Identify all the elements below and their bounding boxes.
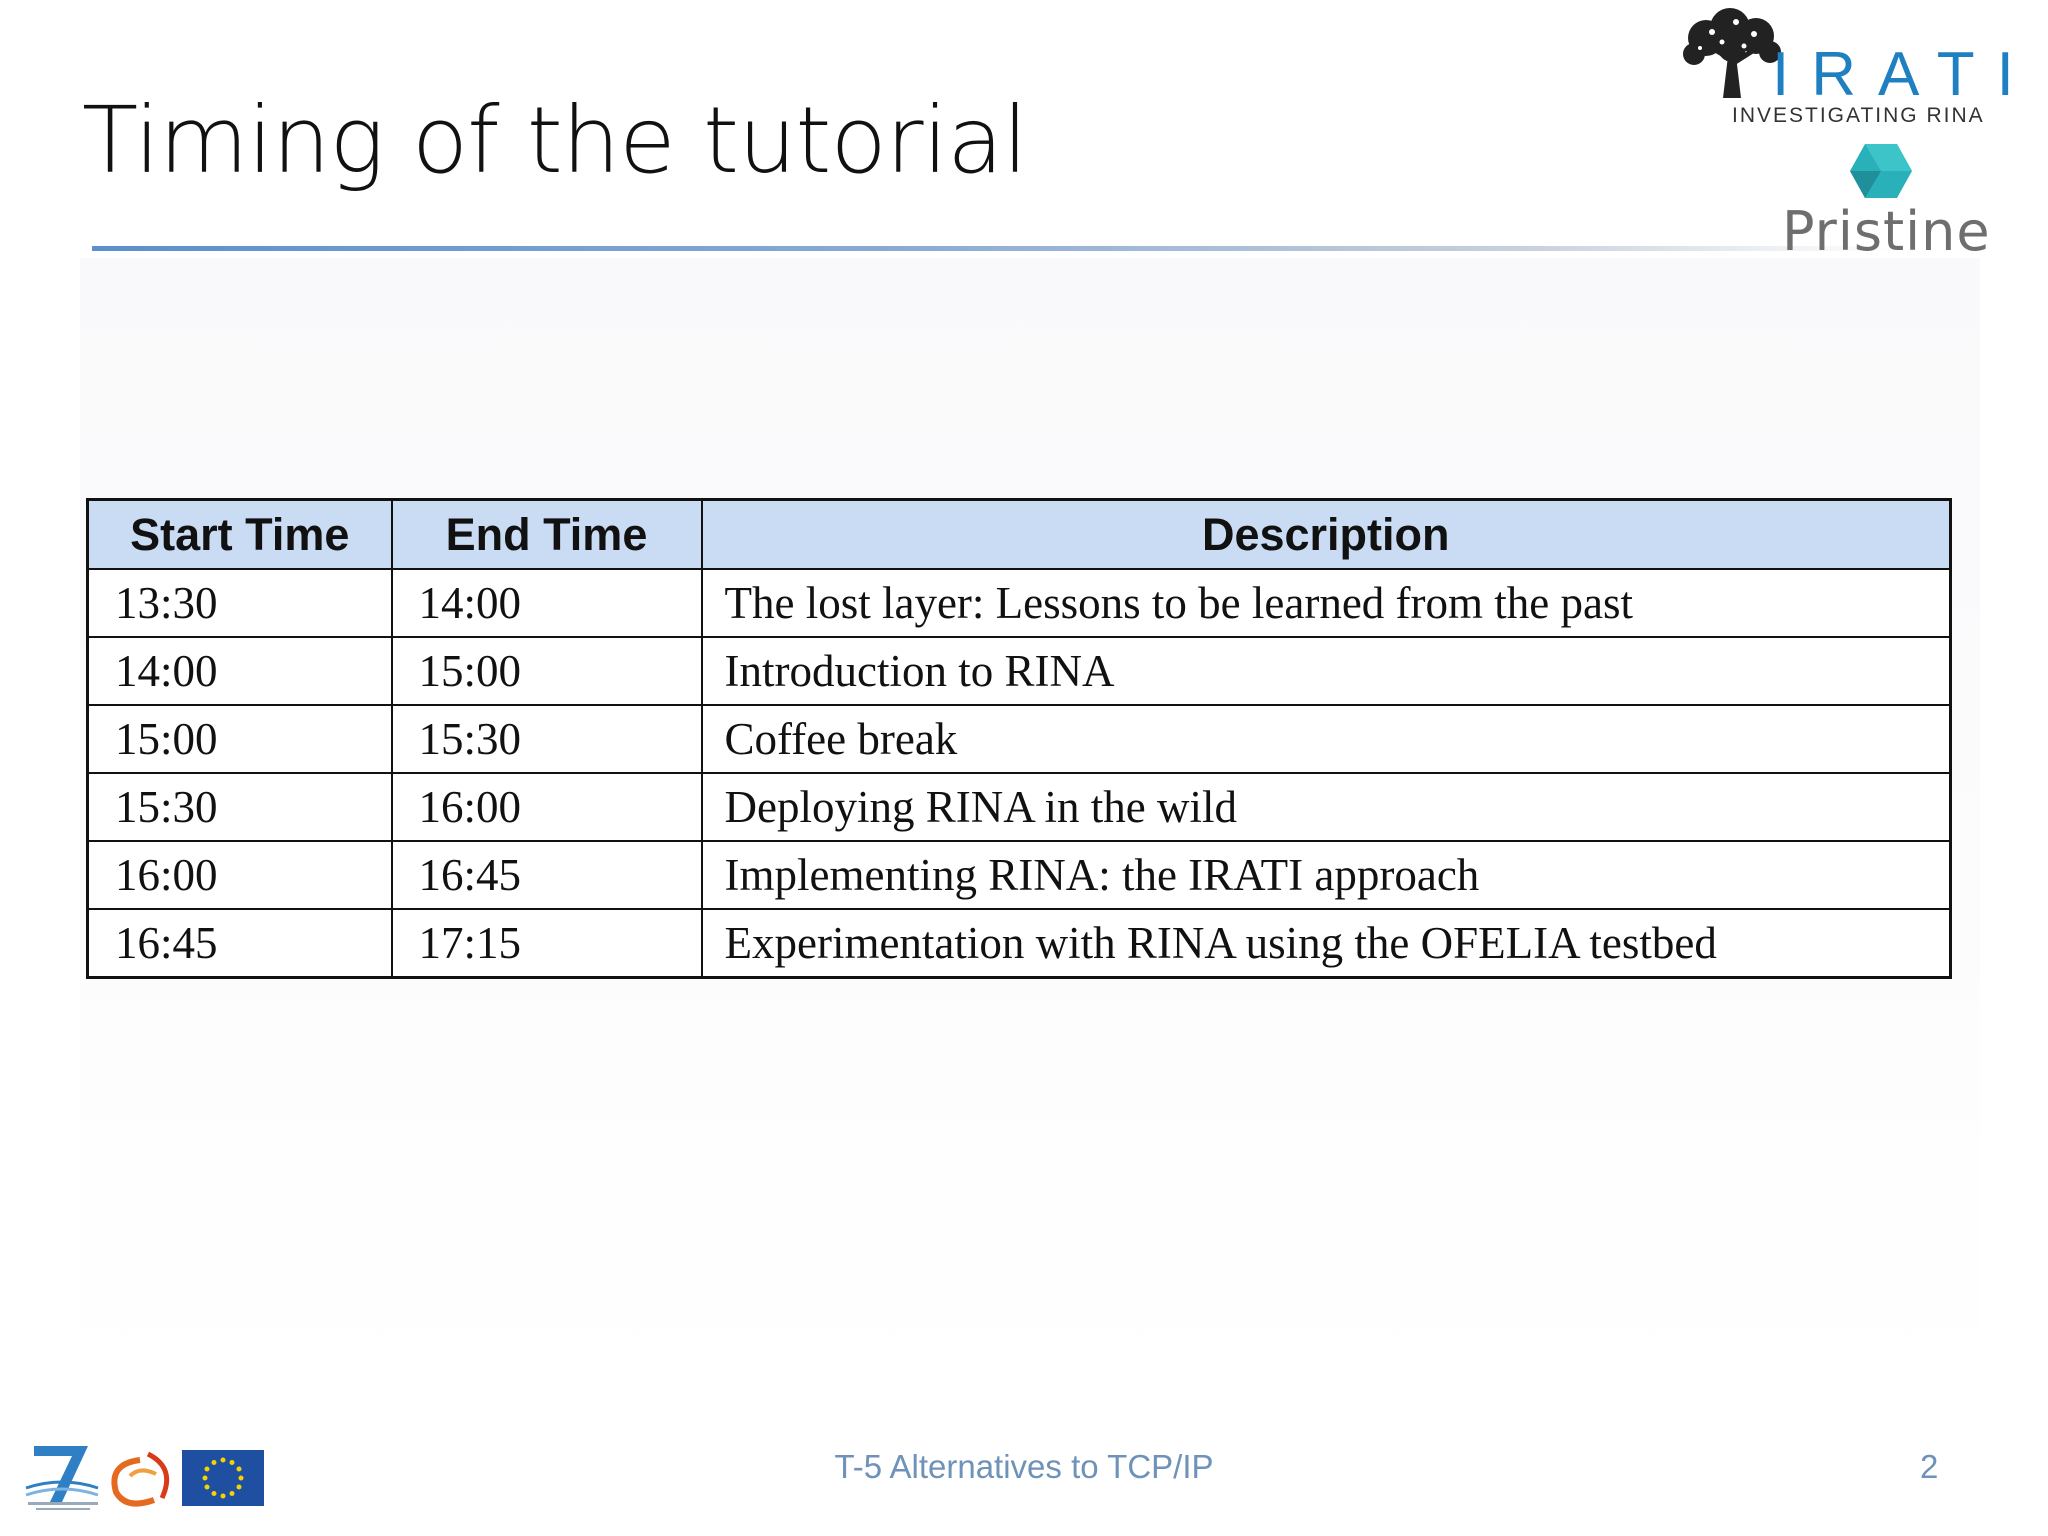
column-header-start-time: Start Time — [88, 500, 392, 570]
partner-logos — [1660, 8, 2040, 263]
end-time-cell: 16:45 — [392, 841, 702, 909]
irati-logo-text: IRATI — [1772, 40, 2036, 109]
schedule-table — [86, 498, 1952, 979]
table-header-row — [88, 500, 1951, 570]
description-cell: Deploying RINA in the wild — [702, 773, 1951, 841]
end-time-cell: 15:00 — [392, 637, 702, 705]
table-row — [88, 705, 1951, 773]
page-number: 2 — [1920, 1448, 1939, 1485]
start-time-cell: 16:45 — [88, 909, 392, 978]
end-time-cell: 15:30 — [392, 705, 702, 773]
end-time-cell: 16:00 — [392, 773, 702, 841]
end-time-cell: 17:15 — [392, 909, 702, 978]
start-time-cell: 15:30 — [88, 773, 392, 841]
title-divider — [92, 246, 1892, 251]
footer-title: T-5 Alternatives to TCP/IP — [834, 1448, 1214, 1485]
column-header-end-time: End Time — [392, 500, 702, 570]
start-time-cell: 15:00 — [88, 705, 392, 773]
end-time-cell: 14:00 — [392, 569, 702, 637]
table-row — [88, 637, 1951, 705]
description-cell: The lost layer: Lessons to be learned from the past — [702, 569, 1951, 637]
column-header-description: Description — [702, 500, 1951, 570]
table-row — [88, 909, 1951, 978]
hexagon-icon — [1850, 142, 1912, 200]
start-time-cell: 14:00 — [88, 637, 392, 705]
table-row — [88, 773, 1951, 841]
description-cell: Experimentation with RINA using the OFELIA testbed — [702, 909, 1951, 978]
table-row — [88, 569, 1951, 637]
pristine-logo-text: Pristine — [1782, 200, 1991, 263]
start-time-cell: 16:00 — [88, 841, 392, 909]
start-time-cell: 13:30 — [88, 569, 392, 637]
slide-title: Timing of the tutorial — [82, 87, 1028, 194]
description-cell: Implementing RINA: the IRATI approach — [702, 841, 1951, 909]
irati-tagline: INVESTIGATING RINA — [1732, 104, 1985, 127]
description-cell: Introduction to RINA — [702, 637, 1951, 705]
table-row — [88, 841, 1951, 909]
description-cell: Coffee break — [702, 705, 1951, 773]
